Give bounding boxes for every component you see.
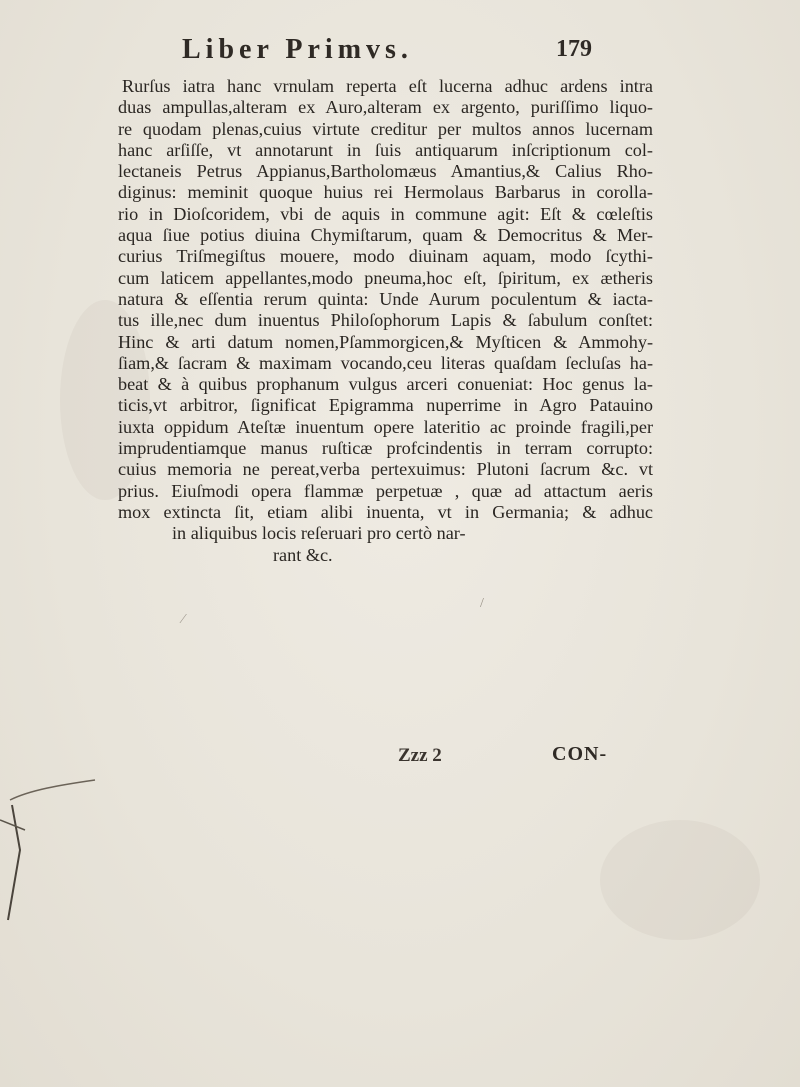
text-line: ſiam,& ſacram & maximam vocando,ceu literas quaſdam ſecluſas ha-: [118, 352, 653, 373]
running-title: Liber Primvs.: [182, 34, 413, 65]
ink-mark: ⁄: [182, 612, 185, 627]
text-line: tus ille,nec dum inuentus Philoſophorum Lapis & ſabulum conſtet:: [118, 310, 653, 331]
text-line: hanc arſiſſe, vt annotarunt in ſuis antiquarum inſcriptionum col-: [118, 139, 653, 160]
text-line: re quodam plenas,cuius virtute creditur per multos annos lucernam: [118, 118, 653, 139]
text-line: rio in Dioſcoridem, vbi de aquis in commune agit: Eſt & cœleſtis: [118, 203, 653, 224]
text-line: prius. Eiuſmodi opera flammæ perpetuæ , quæ ad attactum aeris: [118, 480, 653, 501]
text-line: ticis,vt arbitror, ſignificat Epigramma nuperrime in Agro Patauino: [118, 395, 653, 416]
text-line: aqua ſiue potius diuina Chymiſtarum, quam & Democritus & Mer-: [118, 225, 653, 246]
text-line: duas ampullas,alteram ex Auro,alteram ex argento, puriſſimo liquo-: [118, 97, 653, 118]
text-line: cuius memoria ne pereat,verba pertexuimus: Plutoni ſacrum &c. vt: [118, 459, 653, 480]
signature-mark: Zzz 2: [398, 745, 442, 766]
text-line: iuxta oppidum Ateſtæ inuentum opere lateritio ac proinde fragili,per: [118, 416, 653, 437]
text-line: cum laticem appellantes,modo pneuma,hoc eſt, ſpiritum, ex ætheris: [118, 267, 653, 288]
text-line: mox extincta ſit, etiam alibi inuenta, vt in Germania; & adhuc: [118, 501, 653, 522]
text-line: rant &c.: [273, 544, 333, 565]
catchword: CON-: [552, 743, 608, 765]
body-text: [118, 76, 653, 566]
text-line: lectaneis Petrus Appianus,Bartholomæus Amantius,& Calius Rho-: [118, 161, 653, 182]
paper-stain: [600, 820, 760, 940]
text-line: natura & eſſentia rerum quinta: Unde Aurum poculentum & iacta-: [118, 288, 653, 309]
ink-mark: /: [480, 596, 484, 611]
text-line: beat & à quibus prophanum vulgus arceri conueniat: Hoc genus la-: [118, 374, 653, 395]
text-line: Hinc & arti datum nomen,Pſammorgicen,& Myſticen & Ammohy-: [118, 331, 653, 352]
running-head: [0, 34, 800, 70]
text-line: curius Triſmegiſtus mouere, modo diuinam aquam, modo ſcythi-: [118, 246, 653, 267]
text-line: imprudentiamque manus ruſticæ profcindentis in terram corrupto:: [118, 438, 653, 459]
text-line: diginus: meminit quoque huius rei Hermolaus Barbarus in corolla-: [118, 182, 653, 203]
text-line: Rurſus iatra hanc vrnulam reperta eſt lucerna adhuc ardens intra: [122, 76, 653, 96]
text-line: in aliquibus locis reſeruari pro certò nar-: [172, 523, 466, 544]
page-number: 179: [556, 36, 592, 62]
margin-scribble: [0, 760, 140, 940]
